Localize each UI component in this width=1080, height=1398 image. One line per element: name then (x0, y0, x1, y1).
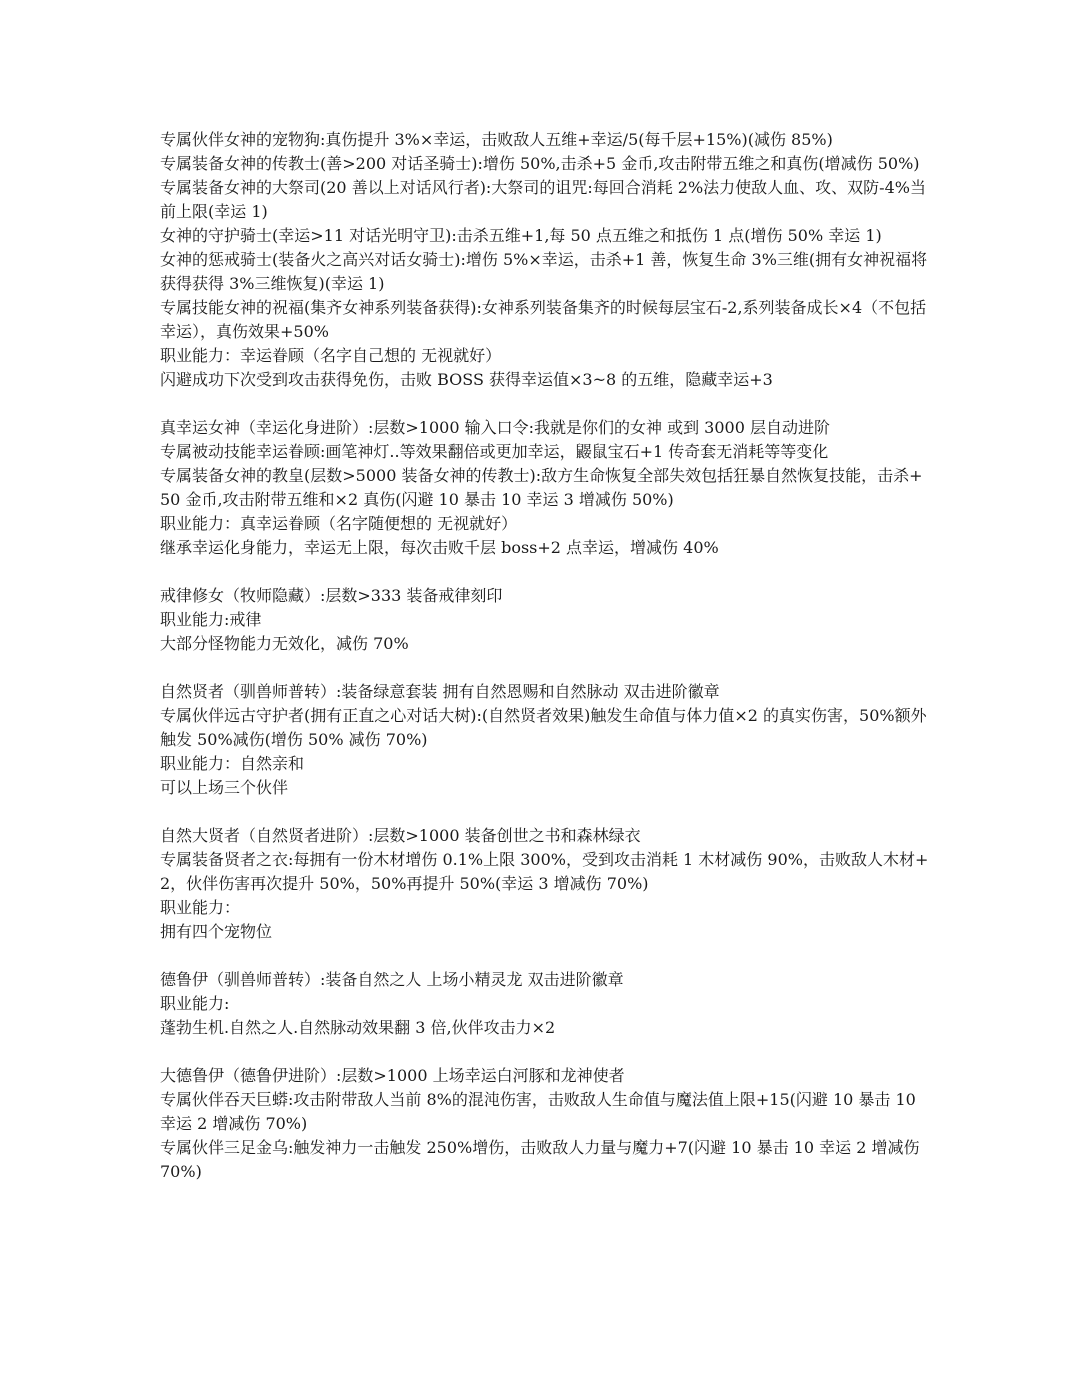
text-line: 专属装备贤者之衣:每拥有一份木材增伤 0.1%上限 300%，受到攻击消耗 1 木材减伤 90%，击败敌人木材+2，伙伴伤害再次提升 50%，50%再提升 50%(幸运 3 增减伤 70%) (160, 850, 929, 893)
document-page (160, 128, 930, 1184)
text-line: 职业能力：幸运眷顾（名字自己想的 无视就好） (160, 346, 502, 365)
text-section (160, 416, 930, 560)
text-line: 专属装备女神的大祭司(20 善以上对话风行者):大祭司的诅咒:每回合消耗 2%法力使敌人血、攻、双防-4%当前上限(幸运 1) (160, 178, 926, 221)
text-line: 女神的守护骑士(幸运>11 对话光明守卫):击杀五维+1,每 50 点五维之和抵伤 1 点(增伤 50% 幸运 1) (160, 226, 882, 245)
text-line: 专属技能女神的祝福(集齐女神系列装备获得):女神系列装备集齐的时候每层宝石-2,系列装备成长×4（不包括幸运），真伤效果+50% (160, 298, 927, 341)
text-line: 自然贤者（驯兽师普转）:装备绿意套装 拥有自然恩赐和自然脉动 双击进阶徽章 (160, 682, 720, 701)
text-line: 职业能力: (160, 994, 230, 1013)
text-section (160, 680, 930, 800)
text-line: 专属装备女神的传教士(善>200 对话圣骑士):增伤 50%,击杀+5 金币,攻击附带五维之和真伤(增减伤 50%) (160, 154, 920, 173)
paragraph-gap (160, 1040, 930, 1064)
paragraph-gap (160, 392, 930, 416)
text-line: 专属装备女神的教皇(层数>5000 装备女神的传教士):敌方生命恢复全部失效包括狂暴自然恢复技能，击杀+50 金币,攻击附带五维和×2 真伤(闪避 10 暴击 10 幸运 3 增减伤 50%) (160, 466, 923, 509)
text-line: 专属伙伴三足金乌:触发神力一击触发 250%增伤，击败敌人力量与魔力+7(闪避 10 暴击 10 幸运 2 增减伤 70%) (160, 1138, 920, 1181)
text-line: 专属被动技能幸运眷顾:画笔神灯..等效果翻倍或更加幸运，鼹鼠宝石+1 传奇套无消耗等等变化 (160, 442, 829, 461)
text-line: 女神的惩戒骑士(装备火之高兴对话女骑士):增伤 5%×幸运，击杀+1 善，恢复生命 3%三维(拥有女神祝福将获得获得 3%三维恢复)(幸运 1) (160, 250, 928, 293)
text-line: 职业能力:戒律 (160, 610, 262, 629)
text-line: 继承幸运化身能力，幸运无上限，每次击败千层 boss+2 点幸运，增减伤 40% (160, 538, 719, 557)
text-line: 专属伙伴吞天巨蟒:攻击附带敌人当前 8%的混沌伤害，击败敌人生命值与魔法值上限+15(闪避 10 暴击 10 幸运 2 增减伤 70%) (160, 1090, 916, 1133)
text-line: 专属伙伴女神的宠物狗:真伤提升 3%×幸运，击败敌人五维+幸运/5(每千层+15%)(减伤 85%) (160, 130, 833, 149)
text-line: 职业能力： (160, 898, 241, 917)
paragraph-gap (160, 800, 930, 824)
paragraph-gap (160, 944, 930, 968)
text-section (160, 128, 930, 392)
text-section (160, 1064, 930, 1184)
text-line: 戒律修女（牧师隐藏）:层数>333 装备戒律刻印 (160, 586, 503, 605)
text-line: 大部分怪物能力无效化，减伤 70% (160, 634, 409, 653)
text-line: 拥有四个宠物位 (160, 922, 273, 941)
paragraph-gap (160, 656, 930, 680)
text-section (160, 824, 930, 944)
text-line: 专属伙伴远古守护者(拥有正直之心对话大树):(自然贤者效果)触发生命值与体力值×2 的真实伤害，50%额外触发 50%减伤(增伤 50% 减伤 70%) (160, 706, 927, 749)
text-section (160, 968, 930, 1040)
text-line: 德鲁伊（驯兽师普转）:装备自然之人 上场小精灵龙 双击进阶徽章 (160, 970, 624, 989)
text-line: 可以上场三个伙伴 (160, 778, 289, 797)
text-line: 真幸运女神（幸运化身进阶）:层数>1000 输入口令:我就是你们的女神 或到 3000 层自动进阶 (160, 418, 830, 437)
text-line: 蓬勃生机.自然之人.自然脉动效果翻 3 倍,伙伴攻击力×2 (160, 1018, 556, 1037)
text-line: 自然大贤者（自然贤者进阶）:层数>1000 装备创世之书和森林绿衣 (160, 826, 641, 845)
text-section (160, 584, 930, 656)
text-line: 职业能力：自然亲和 (160, 754, 305, 773)
text-line: 大德鲁伊（德鲁伊进阶）:层数>1000 上场幸运白河豚和龙神使者 (160, 1066, 625, 1085)
text-line: 闪避成功下次受到攻击获得免伤，击败 BOSS 获得幸运值×3~8 的五维，隐藏幸运+3 (160, 370, 773, 389)
text-line: 职业能力：真幸运眷顾（名字随便想的 无视就好） (160, 514, 518, 533)
paragraph-gap (160, 560, 930, 584)
